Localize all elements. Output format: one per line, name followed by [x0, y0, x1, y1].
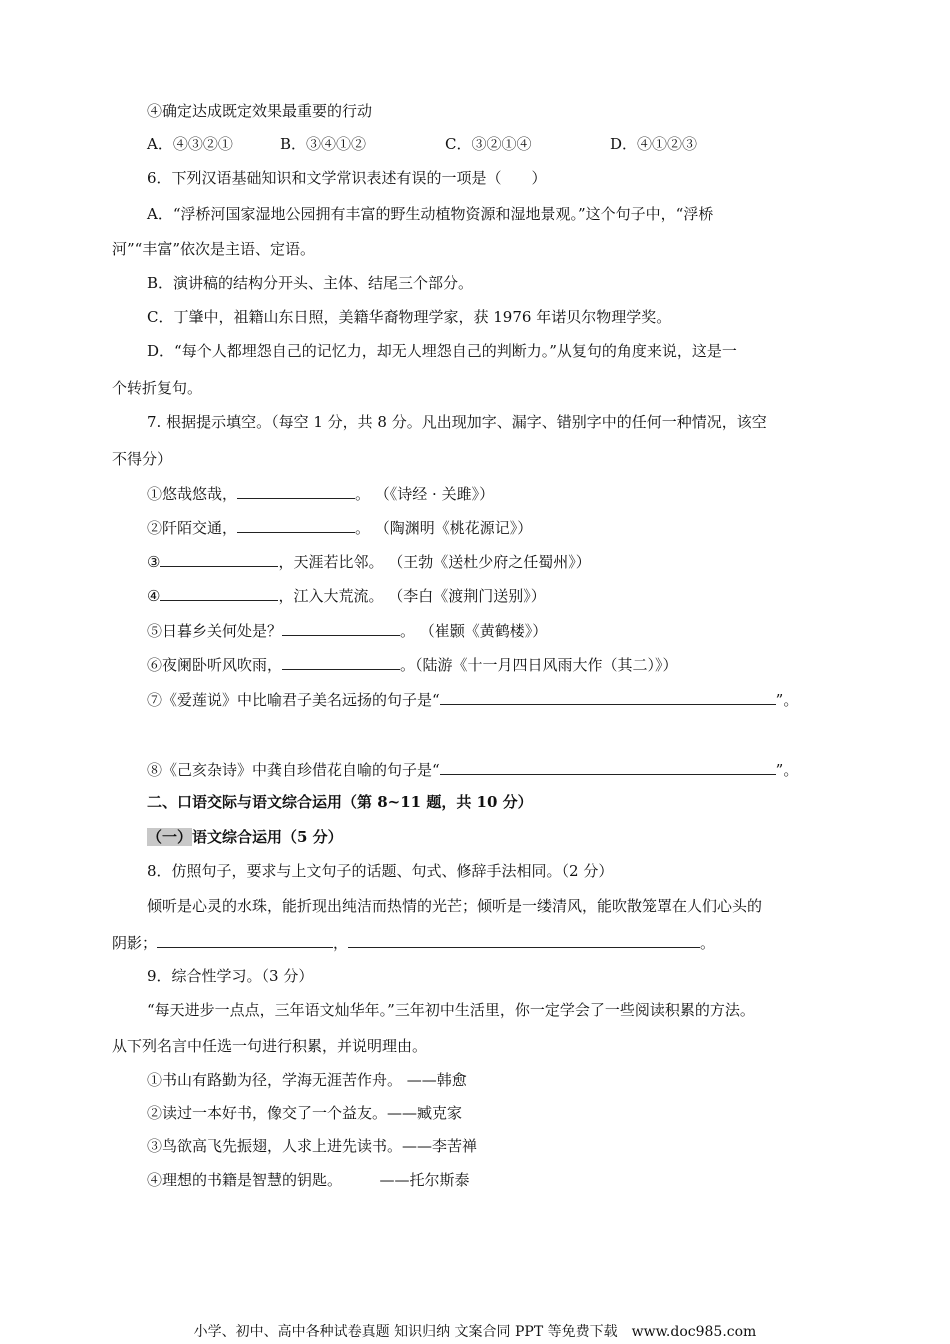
section2-subtitle [147, 827, 343, 847]
q7-item-5-pre: ⑤日暮乡关何处是？ [147, 622, 283, 640]
q8-answer-post: 。 [700, 934, 716, 952]
q9-intro-line1: “每天进步一点点，三年语文灿华年。”三年初中生活里，你一定学会了一些阅读积累的方法。 [147, 1001, 755, 1019]
section2-subtitle-marker: （一） [147, 828, 193, 846]
q7-item-3-post: ，天涯若比邻。 （王勃《送杜少府之任蜀州》） [278, 553, 591, 571]
q6-option-a-line1: A．“浮桥河国家湿地公园拥有丰富的野生动植物资源和湿地景观。”这个句子中，“浮桥 [147, 205, 714, 223]
q7-item-3-blank[interactable] [160, 551, 278, 567]
q9-quote-2: ②读过一本好书，像交了一个益友。——臧克家 [147, 1104, 463, 1122]
q8-answer-blank-1[interactable] [157, 932, 333, 948]
q7-item-8-blank[interactable] [440, 759, 776, 775]
q7-item-2-blank[interactable] [237, 517, 355, 533]
q7-item-2 [147, 517, 532, 538]
q5-option-b: B．③④①② [280, 135, 367, 153]
q8-answer-blank-2[interactable] [348, 932, 700, 948]
q7-item-4 [147, 585, 546, 606]
q7-item-1 [147, 483, 494, 504]
q7-item-2-post: 。 （陶渊明《桃花源记》） [355, 519, 533, 537]
q5-option-a: A．④③②① [147, 135, 233, 153]
q7-item-7-blank[interactable] [440, 689, 776, 705]
q7-item-7 [147, 689, 798, 710]
q9-stem: 9．综合性学习。（3 分） [147, 967, 314, 985]
q7-item-6-pre: ⑥夜阑卧听风吹雨， [147, 656, 283, 674]
q6-stem: 6．下列汉语基础知识和文学常识表述有误的一项是（ ） [147, 169, 547, 187]
q5-option-c: C．③②①④ [445, 135, 532, 153]
q7-item-4-post: ，江入大荒流。 （李白《渡荆门送别》） [278, 587, 546, 605]
page-footer: 小学、初中、高中各种试卷真题 知识归纳 文案合同 PPT 等免费下载 www.doc985.com [193, 1324, 757, 1340]
q8-answer-line [112, 932, 715, 953]
q7-item-5-blank[interactable] [282, 620, 400, 636]
q5-item4: ④确定达成既定效果最重要的行动 [147, 102, 373, 120]
q7-item-5 [147, 620, 547, 641]
q6-option-a-line2: 河”“丰富”依次是主语、定语。 [112, 240, 316, 258]
q9-intro-line2: 从下列名言中任选一句进行积累，并说明理由。 [112, 1037, 428, 1055]
q7-stem-line2: 不得分） [112, 450, 173, 468]
q7-item-8 [147, 759, 798, 780]
q7-stem-line1: 7. 根据提示填空。（每空 1 分，共 8 分。凡出现加字、漏字、错别字中的任何一种情况，该空 [147, 413, 767, 431]
q6-option-d-line2: 个转折复句。 [112, 379, 203, 397]
q7-item-7-post: ”。 [775, 691, 799, 709]
q7-item-6-blank[interactable] [282, 654, 400, 670]
q7-item-5-post: 。 （崔颢《黄鹤楼》） [400, 622, 548, 640]
q7-item-4-blank[interactable] [160, 585, 278, 601]
q6-option-d-line1: D．“每个人都埋怨自己的记忆力，却无人埋怨自己的判断力。”从复句的角度来说，这是一 [147, 342, 737, 360]
q7-item-2-pre: ②阡陌交通， [147, 519, 238, 537]
q6-option-b: B．演讲稿的结构分开头、主体、结尾三个部分。 [147, 274, 474, 292]
q9-quote-1: ①书山有路勤为径，学海无涯苦作舟。 ——韩愈 [147, 1071, 467, 1089]
q8-stem: 8．仿照句子，要求与上文句子的话题、句式、修辞手法相同。（2 分） [147, 862, 614, 880]
q7-item-6 [147, 654, 678, 675]
q7-item-3-pre: ③ [147, 553, 161, 571]
q9-quote-4: ④理想的书籍是智慧的钥匙。 ——托尔斯泰 [147, 1171, 470, 1189]
q5-option-d: D．④①②③ [610, 135, 698, 153]
q7-item-4-pre: ④ [147, 587, 161, 605]
q8-answer-pre: 阴影； [112, 934, 158, 952]
q8-text: 倾听是心灵的水珠，能折现出纯洁而热情的光芒；倾听是一缕清风，能吹散笼罩在人们心头的 [147, 897, 763, 915]
q7-item-6-post: 。（陆游《十一月四日风雨大作（其二）》） [400, 656, 678, 674]
section2-title: 二、口语交际与语文综合运用（第 8~11 题，共 10 分） [147, 793, 533, 811]
q8-answer-mid: ， [333, 934, 349, 952]
q7-item-8-pre: ⑧《己亥杂诗》中龚自珍借花自喻的句子是“ [147, 761, 440, 779]
q6-option-c: C．丁肇中，祖籍山东日照，美籍华裔物理学家，获 1976 年诺贝尔物理学奖。 [147, 308, 672, 326]
q7-item-8-post: ”。 [775, 761, 799, 779]
section2-subtitle-text: 语文综合运用（5 分） [192, 828, 343, 846]
q7-item-7-pre: ⑦《爱莲说》中比喻君子美名远扬的句子是“ [147, 691, 440, 709]
q9-quote-3: ③鸟欲高飞先振翅，人求上进先读书。——李苦禅 [147, 1137, 478, 1155]
q7-item-1-pre: ①悠哉悠哉， [147, 485, 238, 503]
q7-item-1-post: 。 （《诗经 · 关雎》） [355, 485, 495, 503]
q7-item-1-blank[interactable] [237, 483, 355, 499]
q7-item-3 [147, 551, 591, 572]
